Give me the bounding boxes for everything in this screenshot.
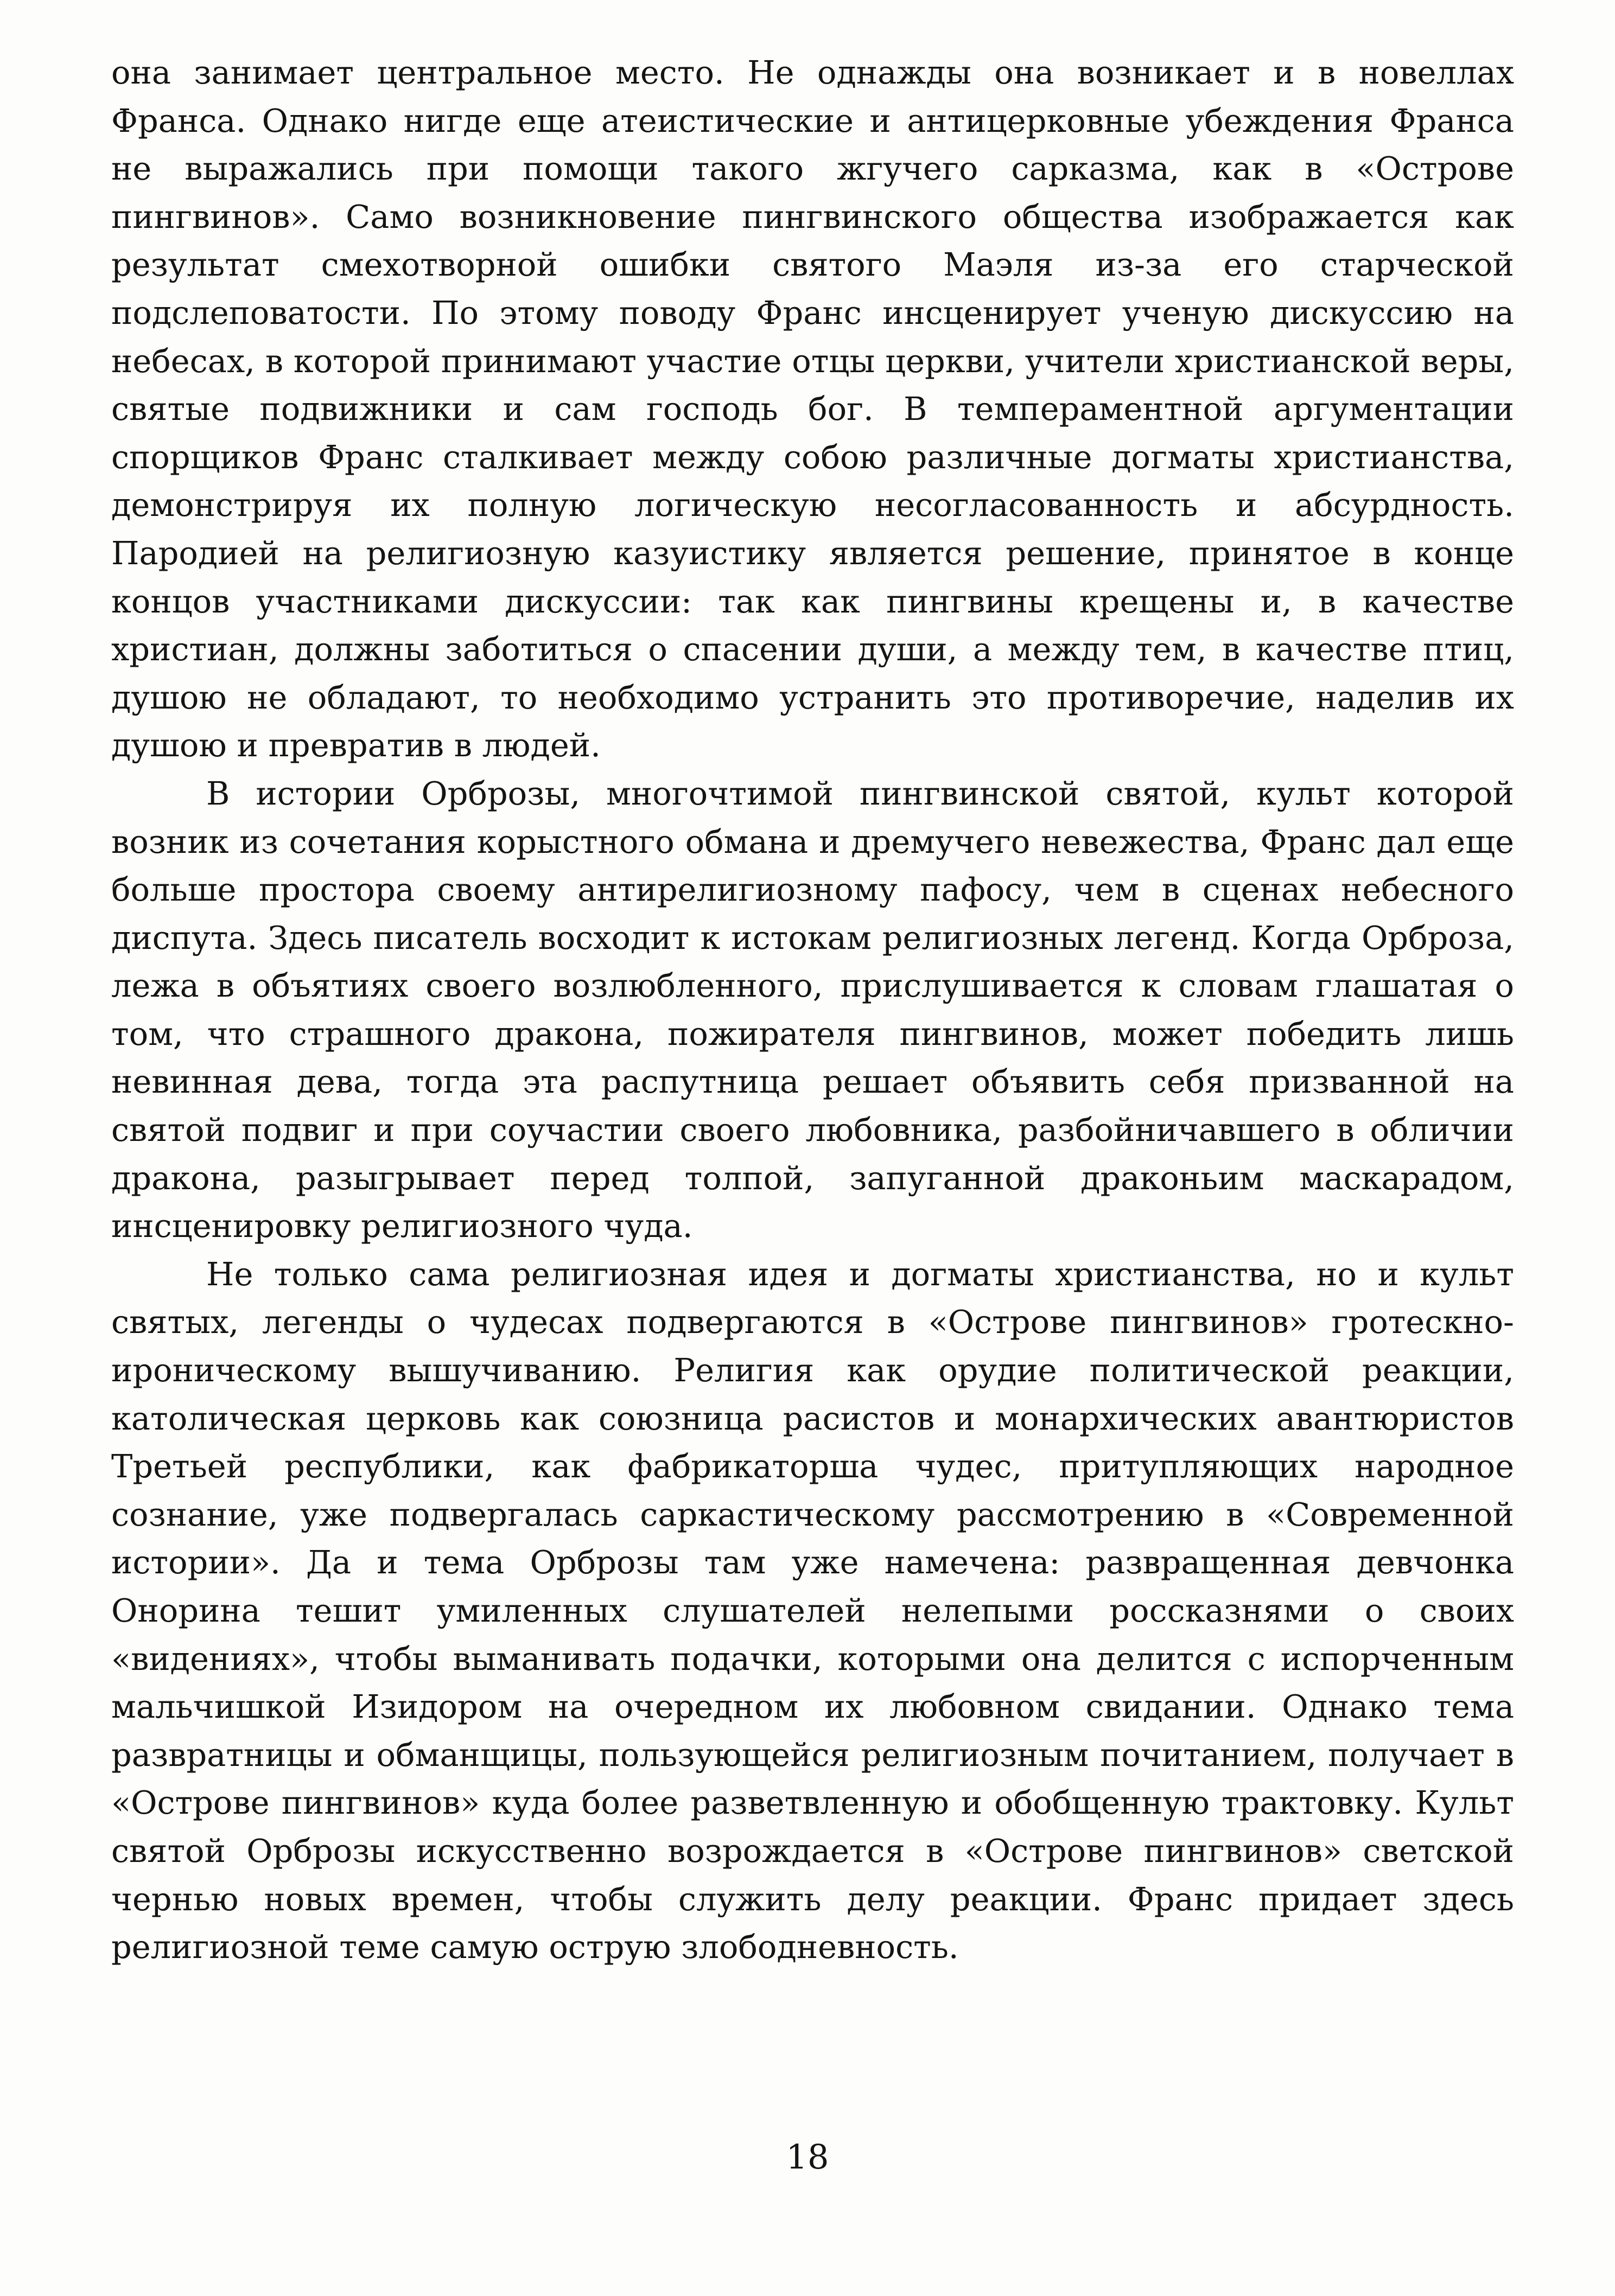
page-number: 18 bbox=[786, 2137, 829, 2177]
paragraph-2: В истории Орброзы, многочтимой пингвинской святой, культ которой возник из сочетания корыстного обмана и дремучего невежества, Франс дал еще больше простора своему антирелигиозному пафосу, чем в сценах небесного диспута. Здесь писатель восходит к истокам религиозных легенд. Когда Орброза, лежа в объятиях своего возлюбленного, прислушивается к словам глашатая о том, что страшного дракона, пожирателя пингвинов, может победить лишь невинная дева, тогда эта распутница решает объявить себя призванной на святой подвиг и при соучастии своего любовника, разбойничавшего в обличии дракона, разыгрывает перед толпой, запуганной драконьим маскарадом, инсценировку религиозного чуда. bbox=[111, 774, 1514, 1245]
paragraph-3: Не только сама религиозная идея и догматы христианства, но и культ святых, легенды о чудесах подвергаются в «Острове пингвинов» гротескно-ироническому вышучиванию. Религия как орудие политической реакции, католическая церковь как союзница расистов и монархических авантюристов Третьей республики, как фабрикаторша чудес, притупляющих народное сознание, уже подвергалась саркастическому рассмотрению в «Современной истории». Да и тема Орброзы там уже намечена: развращенная девчонка Онорина тешит умиленных слушателей нелепыми россказнями о своих «видениях», чтобы выманивать подачки, которыми она делится с испорченным мальчишкой Изидором на очередном их любовном свидании. Однако тема развратницы и обманщицы, пользующейся религиозным почитанием, получает в «Острове пингвинов» куда более разветвленную и обобщенную трактовку. Культ святой Орброзы искусственно возрождается в «Острове пингвинов» светской чернью новых времен, чтобы служить делу реакции. Франс придает здесь религиозной теме самую острую злободневность. bbox=[111, 1255, 1514, 1966]
body-text bbox=[111, 49, 1514, 1972]
paragraph-1: она занимает центральное место. Не однажды она возникает и в новеллах Франса. Однако нигде еще атеистические и антицерковные убеждения Франса не выражались при помощи такого жгучего сарказма, как в «Острове пингвинов». Само возникновение пингвинского общества изображается как результат смехотворной ошибки святого Маэля из-за его старческой подслеповатости. По этому поводу Франс инсценирует ученую дискуссию на небесах, в которой принимают участие отцы церкви, учители христианской веры, святые подвижники и сам господь бог. В темпераментной аргументации спорщиков Франс сталкивает между собою различные догматы христианства, демонстрируя их полную логическую несогласованность и абсурдность. Пародией на религиозную казуистику является решение, принятое в конце концов участниками дискуссии: так как пингвины крещены и, в качестве христиан, должны заботиться о спасении души, а между тем, в качестве птиц, душою не обладают, то необходимо устранить это противоречие, наделив их душою и превратив в людей. bbox=[111, 54, 1514, 764]
